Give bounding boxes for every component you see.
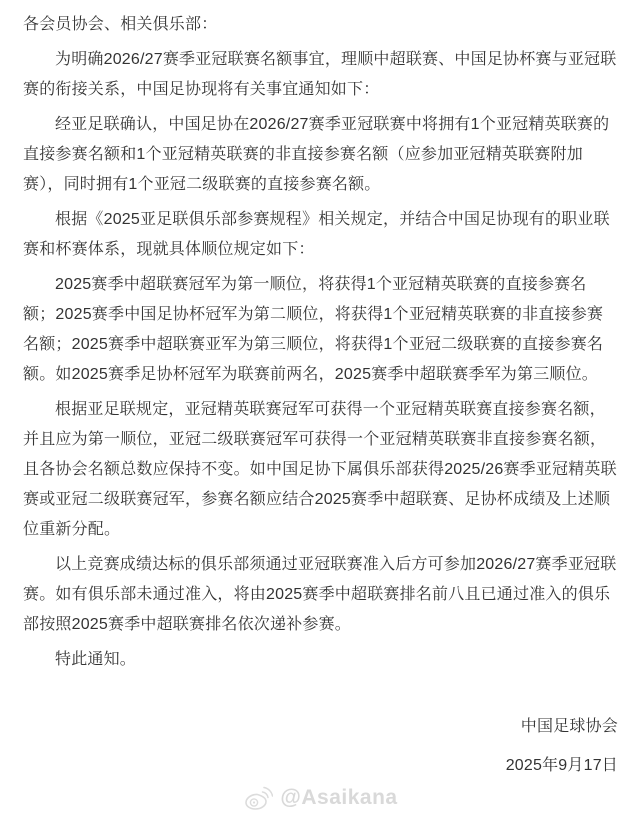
- signature-date: 2025年9月17日: [505, 757, 618, 774]
- notice-paragraph-afc-rule: 根据亚足联规定，亚冠精英联赛冠军可获得一个亚冠精英联赛直接参赛名额，并且应为第一顺位，亚冠二级联赛冠军可获得一个亚冠精英联赛非直接参赛名额，且各协会名额总数应保持不变。如中国足协下属俱乐部获得2025/26赛季亚冠精英联赛或亚冠二级联赛冠军，参赛名额应结合2025赛季中超联赛、足协杯成绩及上述顺位重新分配。: [23, 401, 617, 538]
- notice-paragraph-quota: 经亚足联确认，中国足协在2026/27赛季亚冠联赛中将拥有1个亚冠精英联赛的直接参赛名额和1个亚冠精英联赛的非直接参赛名额（应参加亚冠精英联赛附加赛），同时拥有1个亚冠二级联赛的直接参赛名额。: [23, 116, 610, 193]
- notice-paragraph-intro: 为明确2026/27赛季亚冠联赛名额事宜，理顺中超联赛、中国足协杯赛与亚冠联赛的衔接关系，中国足协现将有关事宜通知如下：: [23, 51, 617, 98]
- notice-paragraph-regulation: 根据《2025亚足联俱乐部参赛规程》相关规定，并结合中国足协现有的职业联赛和杯赛体系，现就具体顺位规定如下：: [23, 211, 610, 258]
- signature-organization: 中国足球协会: [520, 718, 618, 735]
- watermark: [23, 785, 618, 811]
- salutation-line: 各会员协会、相关俱乐部：: [23, 16, 218, 33]
- notice-paragraph-priority: 2025赛季中超联赛冠军为第一顺位，将获得1个亚冠精英联赛的直接参赛名额；2025赛季中国足协杯冠军为第二顺位，将获得1个亚冠精英联赛的非直接参赛名额；2025赛季中超联赛亚军为第三顺位，将获得1个亚冠二级联赛的直接参赛名额。如2025赛季足协杯冠军为联赛前两名，2025赛季中超联赛季军为第三顺位。: [23, 276, 604, 383]
- notice-paragraph-licensing: 以上竞赛成绩达标的俱乐部须通过亚冠联赛准入后方可参加2026/27赛季亚冠联赛。如有俱乐部未通过准入，将由2025赛季中超联赛排名前八且已通过准入的俱乐部按照2025赛季中超联赛排名依次递补参赛。: [23, 556, 617, 633]
- notice-paragraph-closing: 特此通知。: [55, 651, 137, 668]
- watermark-handle: @Asaikana: [280, 786, 398, 809]
- weibo-icon: [243, 785, 273, 811]
